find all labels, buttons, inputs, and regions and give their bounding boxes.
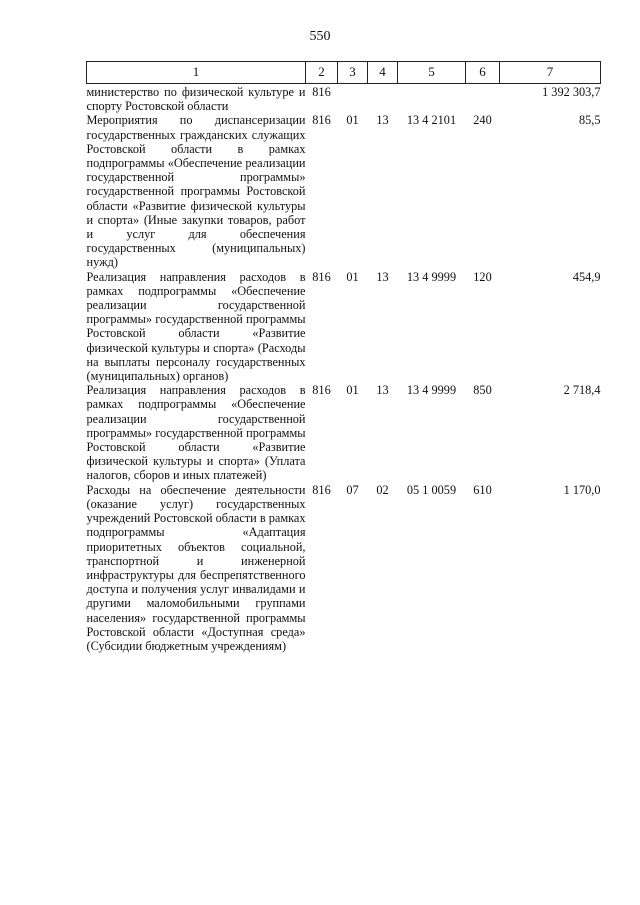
row-description: Реализация направления расходов в рамках подпрограммы «Обеспечение реализации государственной программы» государственной программы Ростовской области «Развитие физической культуры и спорта» (Расходы на выплаты персоналу государственных (муниципальных) органов): [86, 269, 306, 384]
row-target: 13 4 9999: [406, 383, 457, 398]
row-amount: 1 170,0: [563, 482, 601, 497]
row-amount: 85,5: [578, 113, 601, 128]
row-code: 816: [312, 85, 331, 99]
row-code: 816: [312, 482, 331, 497]
row-target: [398, 84, 466, 114]
table-row: [87, 270, 601, 384]
row-type: 240: [473, 113, 492, 128]
column-header: 1: [87, 62, 306, 84]
row-subsection: 02: [376, 482, 389, 497]
row-subsection: 13: [376, 269, 389, 284]
row-type: 850: [473, 383, 492, 398]
row-subsection: [368, 84, 398, 114]
row-type: 610: [473, 482, 492, 497]
column-header: 3: [338, 62, 368, 84]
row-section: 07: [346, 482, 359, 497]
row-description: Реализация направления расходов в рамках подпрограммы «Обеспечение реализации государственной программы» государственной программы Ростовской области «Развитие физической культуры и спорта» (Уплата налогов, сборов и иных платежей): [86, 383, 306, 483]
column-header-row: [87, 62, 601, 84]
row-type: [466, 84, 500, 114]
row-section: [338, 84, 368, 114]
table-row: [87, 483, 601, 653]
row-type: 120: [473, 269, 492, 284]
table-row: [87, 383, 601, 482]
page-number: 550: [309, 29, 331, 44]
row-section: 01: [346, 113, 359, 128]
row-target: 13 4 2101: [406, 113, 457, 128]
column-header: 4: [368, 62, 398, 84]
row-target: 05 1 0059: [406, 482, 457, 497]
table-row: [87, 84, 601, 114]
row-code: 816: [312, 383, 331, 398]
row-subsection: 13: [376, 113, 389, 128]
row-code: 816: [312, 269, 331, 284]
row-description: Мероприятия по диспансеризации государственных гражданских служащих Ростовской области в рамках подпрограммы «Обеспечение реализации государственной программы» государственной программы Ростовской области «Развитие физической культуры и спорта» (Иные закупки товаров, работ и услуг для обеспечения государственных (муниципальных) нужд): [86, 113, 306, 270]
row-description: Расходы на обеспечение деятельности (оказание услуг) государственных учреждений Ростовской области в рамках подпрограммы «Адаптация приоритетных объектов социальной, транспортной и инженерной инфраструктуры для беспрепятственного доступа и получения услуг инвалидами и другими маломобильными группами населения» государственной программы Ростовской области «Доступная среда» (Субсидии бюджетным учреждениям): [86, 482, 306, 653]
row-code: 816: [312, 113, 331, 128]
table-row: [87, 113, 601, 269]
row-subsection: 13: [376, 383, 389, 398]
budget-table: [86, 61, 601, 653]
column-header: 7: [500, 62, 601, 84]
row-section: 01: [346, 383, 359, 398]
column-header: 2: [306, 62, 338, 84]
row-amount: 454,9: [572, 269, 601, 284]
row-amount: 2 718,4: [563, 383, 601, 398]
row-amount: 1 392 303,7: [542, 85, 601, 99]
row-description: министерство по физической культуре и спорту Ростовской области: [86, 85, 306, 114]
column-header: 5: [398, 62, 466, 84]
column-header: 6: [466, 62, 500, 84]
row-target: 13 4 9999: [406, 269, 457, 284]
row-section: 01: [346, 269, 359, 284]
